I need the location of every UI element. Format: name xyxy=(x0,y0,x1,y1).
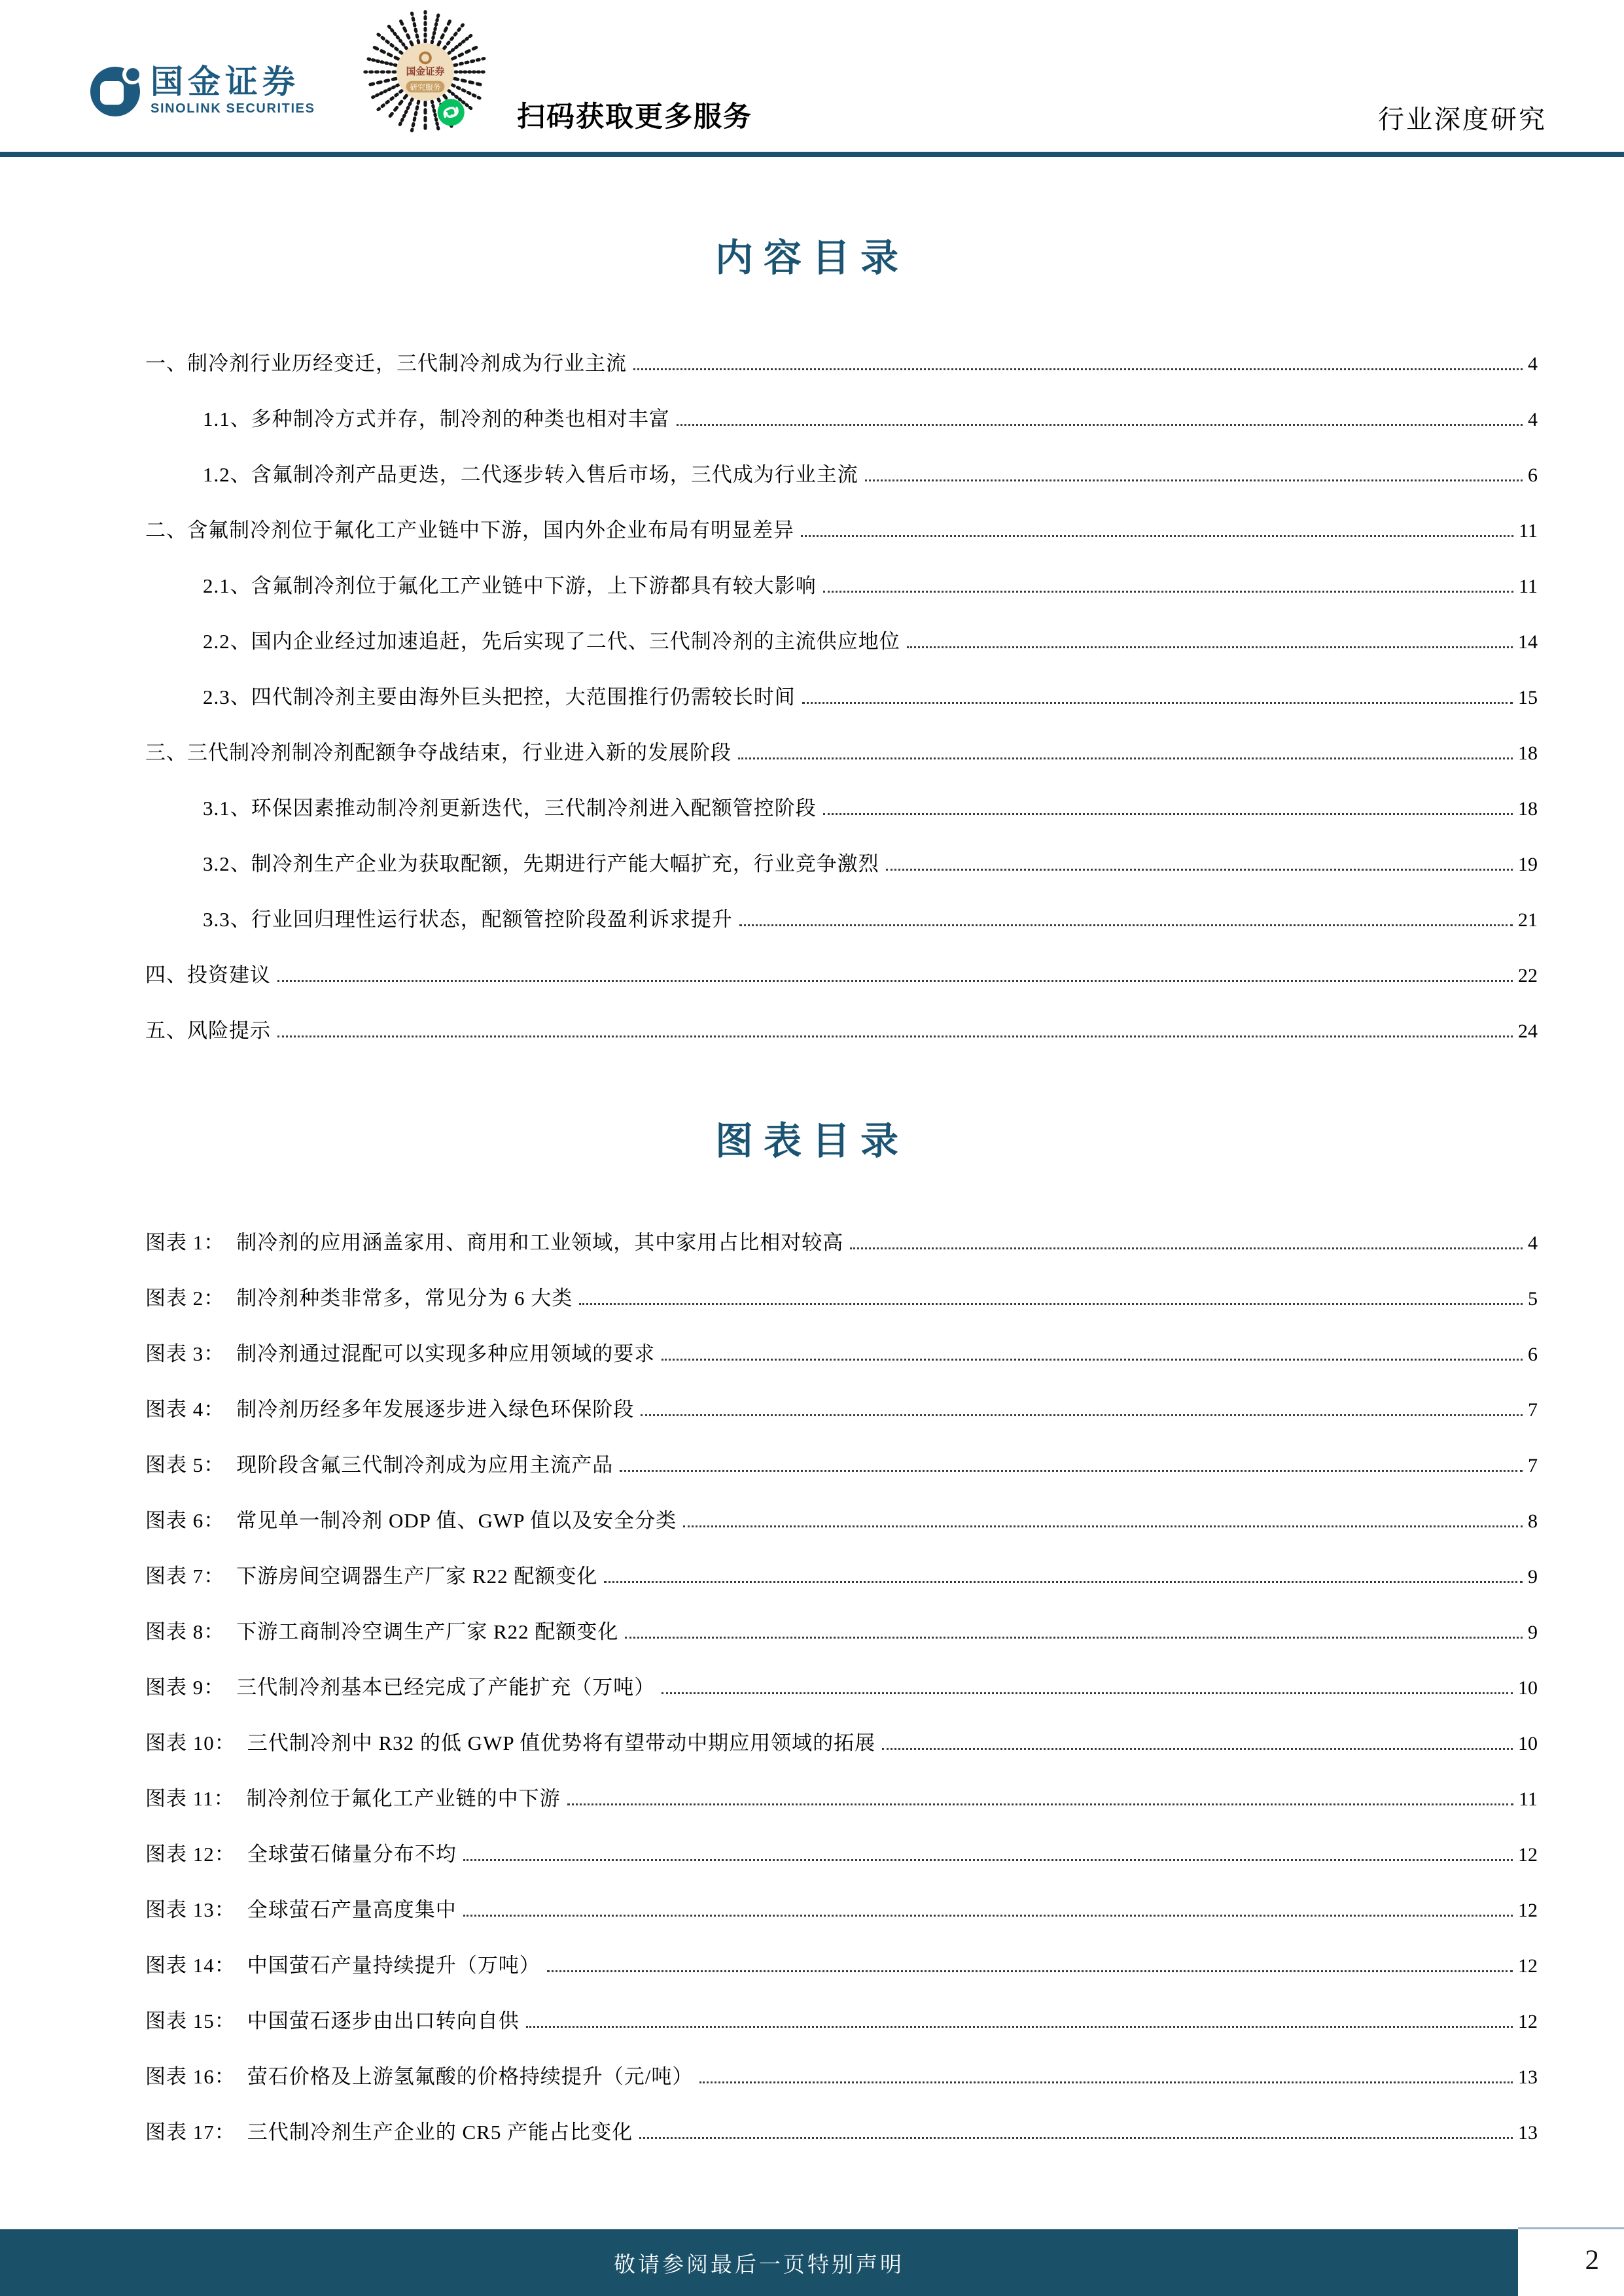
toc-entry-label: 二、含氟制冷剂位于氟化工产业链中下游，国内外企业布局有明显差异 xyxy=(145,519,794,542)
figure-entry-number: 图表 10： xyxy=(145,1731,236,1754)
dot-leader xyxy=(567,1803,1514,1805)
toc-entry-label: 3.2、制冷剂生产企业为获取配额，先期进行产能大幅扩充，行业竞争激烈 xyxy=(203,852,879,875)
figure-entry-page: 7 xyxy=(1528,1455,1538,1476)
toc-entry xyxy=(203,552,1538,608)
figure-entry xyxy=(145,1264,1538,1320)
figure-entry-number: 图表 5： xyxy=(145,1453,225,1476)
dot-leader xyxy=(699,2081,1513,2083)
toc-entry-label: 2.3、四代制冷剂主要由海外巨头把控，大范围推行仍需较长时间 xyxy=(203,686,796,708)
toc-entry-page: 15 xyxy=(1518,687,1538,708)
dot-leader xyxy=(547,1970,1513,1972)
figure-entry xyxy=(145,1820,1538,1876)
figure-entry xyxy=(145,1376,1538,1431)
toc-entry xyxy=(145,330,1538,385)
dot-leader xyxy=(625,1637,1523,1639)
figure-entry-page: 12 xyxy=(1518,2011,1538,2032)
toc-entry-label: 1.2、含氟制冷剂产品更迭，二代逐步转入售后市场，三代成为行业主流 xyxy=(203,463,858,486)
figure-entry-page: 5 xyxy=(1528,1288,1538,1310)
logo-name-cn: 国金证券 xyxy=(150,63,300,100)
figure-entry-label: 制冷剂的应用涵盖家用、商用和工业领域，其中家用占比相对较高 xyxy=(236,1231,844,1254)
page-header xyxy=(0,0,1624,157)
figure-entry-number: 图表 8： xyxy=(145,1620,225,1643)
toc-entry-page: 21 xyxy=(1518,909,1538,931)
dot-leader xyxy=(823,813,1513,815)
dot-leader xyxy=(823,591,1513,593)
figure-entry-number: 图表 11： xyxy=(145,1787,235,1810)
qr-center-text-2: 研究服务 xyxy=(410,83,441,92)
toc-entry-label: 2.2、国内企业经过加速追赶，先后实现了二代、三代制冷剂的主流供应地位 xyxy=(203,630,900,653)
dot-leader xyxy=(277,1035,1513,1037)
figure-entry xyxy=(145,1932,1538,1987)
dot-leader xyxy=(886,869,1513,871)
figure-entry-label: 下游工商制冷空调生产厂家 R22 配额变化 xyxy=(236,1620,619,1643)
dot-leader xyxy=(579,1303,1523,1305)
toc-entry-label: 三、三代制冷剂制冷剂配额争夺战结束，行业进入新的发展阶段 xyxy=(145,741,732,764)
figure-entry-label: 制冷剂通过混配可以实现多种应用领域的要求 xyxy=(236,1342,656,1365)
figure-entry-label: 制冷剂种类非常多，常见分为 6 大类 xyxy=(236,1287,573,1310)
dot-leader xyxy=(850,1247,1523,1249)
toc-entry-page: 11 xyxy=(1519,520,1538,542)
figure-entry xyxy=(145,1431,1538,1487)
figure-entry xyxy=(145,1209,1538,1264)
dot-leader xyxy=(620,1470,1523,1472)
dot-leader xyxy=(882,1748,1513,1750)
figure-entry-label: 中国萤石产量持续提升（万吨） xyxy=(247,1954,540,1977)
figure-entry-label: 制冷剂位于氟化工产业链的中下游 xyxy=(246,1787,561,1810)
toc-entry xyxy=(145,997,1538,1052)
toc-entry xyxy=(203,886,1538,941)
toc-entry xyxy=(203,385,1538,441)
figure-entry-number: 图表 14： xyxy=(145,1954,236,1977)
figure-entry-page: 13 xyxy=(1518,2066,1538,2088)
figure-entry-number: 图表 2： xyxy=(145,1287,225,1310)
toc-entry xyxy=(203,774,1538,830)
figure-entry xyxy=(145,1709,1538,1765)
footer-disclaimer-text: 敬请参阅最后一页特别声明 xyxy=(614,2253,904,2277)
logo-square-shape xyxy=(100,81,124,105)
figure-entry xyxy=(145,1542,1538,1598)
figure-entry-number: 图表 16： xyxy=(145,2065,236,2088)
figure-entry-page: 12 xyxy=(1518,1900,1538,1921)
dot-leader xyxy=(277,980,1513,982)
dot-leader xyxy=(907,646,1513,648)
toc-entry xyxy=(203,830,1538,886)
toc-entry-page: 14 xyxy=(1518,631,1538,653)
miniprogram-icon xyxy=(438,99,465,126)
dot-leader xyxy=(677,424,1523,426)
figure-entry xyxy=(145,1876,1538,1932)
dot-leader xyxy=(738,757,1513,759)
figure-entry-label: 三代制冷剂基本已经完成了产能扩充（万吨） xyxy=(236,1676,656,1699)
toc-entry-page: 24 xyxy=(1518,1020,1538,1042)
toc-entry-page: 22 xyxy=(1518,965,1538,986)
toc-entry-page: 6 xyxy=(1528,464,1538,486)
logo-text xyxy=(150,65,315,115)
dot-leader xyxy=(683,1525,1523,1527)
dot-leader xyxy=(604,1581,1523,1583)
figure-entry xyxy=(145,1487,1538,1542)
figure-entry-label: 全球萤石储量分布不均 xyxy=(247,1843,457,1866)
figure-entry-number: 图表 3： xyxy=(145,1342,225,1365)
figure-entry-label: 全球萤石产量高度集中 xyxy=(247,1898,457,1921)
figure-entry-page: 12 xyxy=(1518,1955,1538,1977)
logo-name-en: SINOLINK SECURITIES xyxy=(150,101,315,116)
figure-entry-page: 10 xyxy=(1518,1733,1538,1754)
qr-code xyxy=(361,8,489,136)
toc-entry xyxy=(145,719,1538,774)
dot-leader xyxy=(865,479,1523,481)
toc-entry-page: 4 xyxy=(1528,353,1538,375)
qr-center-text-1: 国金证券 xyxy=(406,66,445,77)
footer-disclaimer-band xyxy=(0,2229,1518,2296)
toc-entry xyxy=(203,441,1538,496)
figure-entry-label: 常见单一制冷剂 ODP 值、GWP 值以及安全分类 xyxy=(236,1509,677,1532)
dot-leader xyxy=(801,535,1513,537)
figure-entry-number: 图表 1： xyxy=(145,1231,225,1254)
figure-entry-label: 现阶段含氟三代制冷剂成为应用主流产品 xyxy=(236,1453,614,1476)
toc-entry xyxy=(203,663,1538,719)
figure-entry-number: 图表 17： xyxy=(145,2121,236,2144)
dot-leader xyxy=(463,1915,1513,1917)
figure-entry-number: 图表 4： xyxy=(145,1398,225,1421)
toc-entry-page: 4 xyxy=(1528,409,1538,430)
toc-entry-label: 五、风险提示 xyxy=(145,1019,271,1042)
toc-entry-label: 1.1、多种制冷方式并存，制冷剂的种类也相对丰富 xyxy=(203,408,670,430)
figure-entry-page: 6 xyxy=(1528,1344,1538,1365)
toc-title: 内容目录 xyxy=(715,237,909,279)
figure-entry-page: 10 xyxy=(1518,1677,1538,1699)
toc-entry-label: 3.1、环保因素推动制冷剂更新迭代，三代制冷剂进入配额管控阶段 xyxy=(203,797,817,820)
figure-entry xyxy=(145,2043,1538,2098)
figure-entry-number: 图表 13： xyxy=(145,1898,236,1921)
toc-entry xyxy=(203,608,1538,663)
toc-entry-page: 18 xyxy=(1518,798,1538,820)
page-number: 2 xyxy=(1585,2245,1599,2276)
dot-leader xyxy=(526,2026,1513,2028)
figure-entry-label: 制冷剂历经多年发展逐步进入绿色环保阶段 xyxy=(236,1398,635,1421)
toc-entry-page: 11 xyxy=(1519,576,1538,597)
figure-entry xyxy=(145,1320,1538,1376)
figure-entry-number: 图表 12： xyxy=(145,1843,236,1866)
figure-entry-page: 12 xyxy=(1518,1844,1538,1866)
figure-entry xyxy=(145,1654,1538,1709)
toc-entry-label: 3.3、行业回归理性运行状态，配额管控阶段盈利诉求提升 xyxy=(203,908,733,931)
figure-entry-label: 三代制冷剂生产企业的 CR5 产能占比变化 xyxy=(247,2121,633,2144)
toc-list xyxy=(0,330,1624,1052)
figure-entry-number: 图表 7： xyxy=(145,1565,225,1588)
toc-entry xyxy=(145,496,1538,552)
figure-entry xyxy=(145,1987,1538,2043)
toc-entry-page: 19 xyxy=(1518,854,1538,875)
figure-entry-page: 13 xyxy=(1518,2122,1538,2144)
dot-leader xyxy=(641,1414,1523,1416)
figure-list xyxy=(0,1209,1624,2154)
dot-leader xyxy=(463,1859,1513,1861)
logo-dot-shape xyxy=(126,68,139,81)
figure-entry xyxy=(145,1598,1538,1654)
figure-entry-page: 7 xyxy=(1528,1399,1538,1421)
figure-entry-page: 9 xyxy=(1528,1566,1538,1588)
footer-side-rule xyxy=(1518,2227,1624,2229)
toc-entry xyxy=(145,941,1538,997)
report-type-label: 行业深度研究 xyxy=(1378,105,1547,134)
figure-entry-label: 萤石价格及上游氢氟酸的价格持续提升（元/吨） xyxy=(247,2065,694,2088)
dot-leader xyxy=(802,702,1513,704)
figure-entry xyxy=(145,1765,1538,1820)
figure-list-title: 图表目录 xyxy=(715,1120,909,1162)
figure-entry-number: 图表 15： xyxy=(145,2009,236,2032)
figure-entry-page: 4 xyxy=(1528,1232,1538,1254)
figure-entry-page: 9 xyxy=(1528,1622,1538,1643)
dot-leader xyxy=(639,2137,1513,2139)
toc-entry-label: 一、制冷剂行业历经变迁，三代制冷剂成为行业主流 xyxy=(145,352,627,375)
figure-entry-label: 下游房间空调器生产厂家 R22 配额变化 xyxy=(236,1565,598,1588)
figure-entry-number: 图表 6： xyxy=(145,1509,225,1532)
figure-entry-page: 8 xyxy=(1528,1510,1538,1532)
figure-entry-number: 图表 9： xyxy=(145,1676,225,1699)
figure-entry-label: 中国萤石逐步由出口转向自供 xyxy=(247,2009,520,2032)
scan-qr-hint-text: 扫码获取更多服务 xyxy=(517,102,752,133)
figure-entry-label: 三代制冷剂中 R32 的低 GWP 值优势将有望带动中期应用领域的拓展 xyxy=(247,1731,876,1754)
toc-entry-label: 2.1、含氟制冷剂位于氟化工产业链中下游，上下游都具有较大影响 xyxy=(203,574,817,597)
dot-leader xyxy=(662,1359,1523,1361)
dot-leader xyxy=(739,924,1513,926)
figure-entry-page: 11 xyxy=(1519,1788,1538,1810)
sinolink-logo-icon xyxy=(90,67,140,116)
figure-entry xyxy=(145,2098,1538,2154)
toc-entry-page: 18 xyxy=(1518,742,1538,764)
dot-leader xyxy=(662,1692,1513,1694)
toc-entry-label: 四、投资建议 xyxy=(145,964,271,986)
dot-leader xyxy=(633,368,1523,370)
